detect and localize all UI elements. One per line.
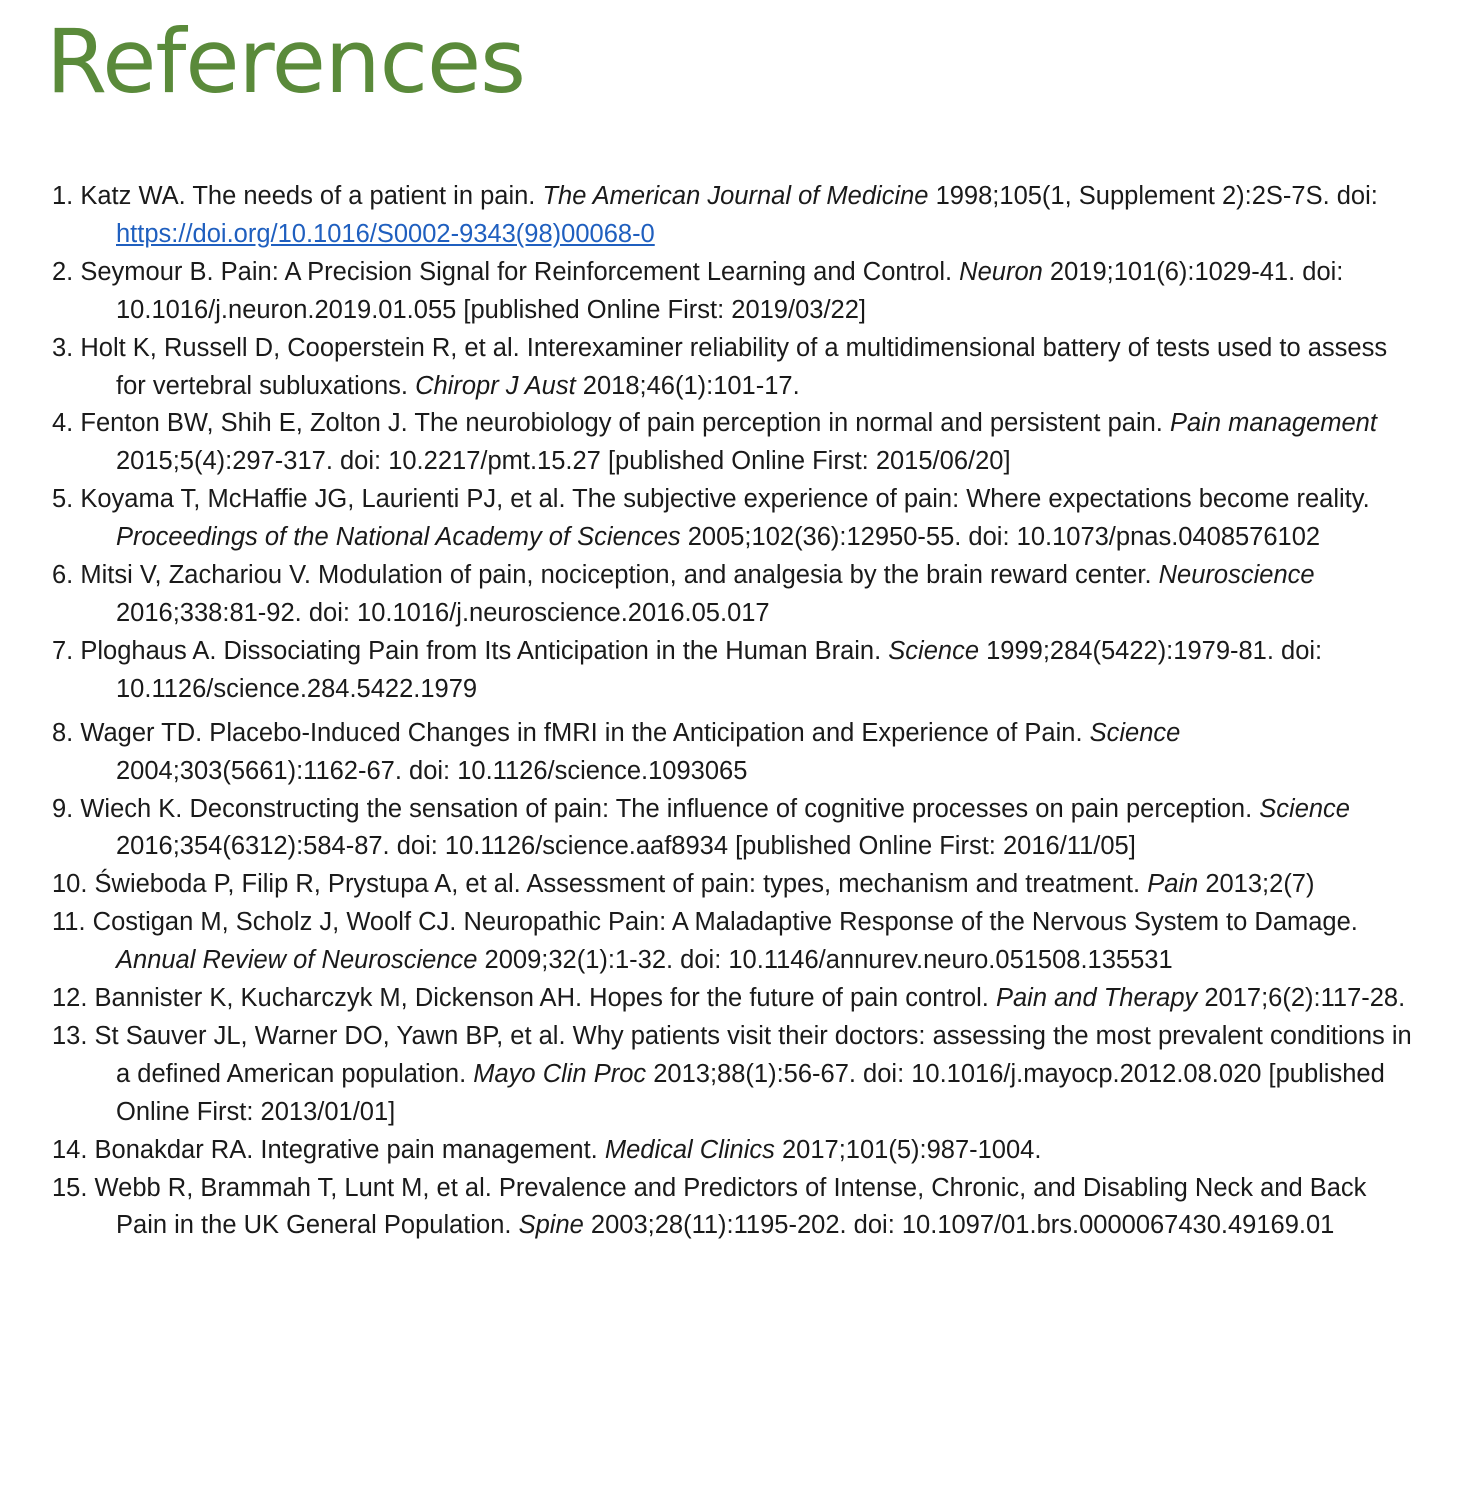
reference-journal: Spine (518, 1211, 584, 1240)
reference-text: Mitsi V, Zachariou V. Modulation of pain, nociception, and analgesia by the brain reward center. (73, 561, 1159, 590)
reference-item (52, 557, 1412, 633)
reference-list (52, 178, 1412, 1245)
reference-number: 13. (52, 1021, 88, 1050)
reference-details: 2017;101(5):987-1004. (774, 1135, 1042, 1164)
reference-number: 6. (52, 561, 74, 590)
reference-item (52, 1132, 1412, 1170)
reference-text: Świeboda P, Filip R, Prystupa A, et al. Assessment of pain: types, mechanism and treatment. (87, 870, 1148, 899)
reference-details: 2015;5(4):297-317. doi: 10.2217/pmt.15.27 [published Online First: 2015/06/20] (116, 447, 1011, 476)
reference-details: 2004;303(5661):1162-67. doi: 10.1126/science.1093065 (116, 756, 748, 785)
reference-journal: Proceedings of the National Academy of Sciences (116, 523, 681, 552)
reference-details: 1998;105(1, Supplement 2):2S-7S. doi: (928, 182, 1378, 210)
reference-number: 5. (52, 485, 74, 514)
reference-journal: Mayo Clin Proc (473, 1059, 647, 1088)
reference-text: Seymour B. Pain: A Precision Signal for Reinforcement Learning and Control. (73, 257, 960, 286)
reference-number: 8. (52, 718, 74, 747)
reference-details: 2018;46(1):101-17. (575, 371, 800, 400)
reference-details: 2017;6(2):117-28. (1197, 984, 1406, 1013)
reference-details: 2016;338:81-92. doi: 10.1016/j.neuroscience.2016.05.017 (116, 598, 770, 627)
reference-details: 2009;32(1):1-32. doi: 10.1146/annurev.neuro.051508.135531 (477, 946, 1173, 975)
reference-details: 2016;354(6312):584-87. doi: 10.1126/science.aaf8934 [published Online First: 2016/11/05] (116, 832, 1136, 861)
reference-journal: Medical Clinics (604, 1135, 775, 1164)
reference-number: 12. (52, 984, 88, 1013)
reference-journal: Annual Review of Neuroscience (116, 946, 478, 975)
reference-journal: Pain management (1169, 409, 1377, 438)
reference-number: 4. (52, 409, 74, 438)
reference-number: 2. (52, 257, 74, 286)
reference-number: 9. (52, 794, 74, 823)
reference-item (52, 715, 1412, 791)
reference-text: Katz WA. The needs of a patient in pain. (73, 182, 543, 210)
reference-details: 2013;2(7) (1198, 870, 1315, 899)
reference-number: 11. (52, 908, 86, 937)
reference-number: 15. (52, 1173, 88, 1202)
reference-journal: Pain and Therapy (995, 984, 1198, 1013)
reference-item (52, 980, 1412, 1018)
reference-item (52, 405, 1412, 481)
doi-link[interactable]: https://doi.org/10.1016/S0002-9343(98)00068-0 (116, 219, 655, 248)
reference-journal: Neuroscience (1158, 561, 1315, 590)
reference-text: Ploghaus A. Dissociating Pain from Its Anticipation in the Human Brain. (73, 636, 889, 665)
reference-text: Bannister K, Kucharczyk M, Dickenson AH. Hopes for the future of pain control. (87, 984, 996, 1013)
reference-details: 2003;28(11):1195-202. doi: 10.1097/01.brs.0000067430.49169.01 (583, 1211, 1335, 1240)
reference-text: Holt K, Russell D, Cooperstein R, et al. Interexaminer reliability of a multidimensional battery of tests used to assess for vertebral subluxations. (73, 333, 1388, 400)
reference-item (52, 904, 1412, 980)
reference-item (52, 1018, 1412, 1132)
reference-text: Wager TD. Placebo-Induced Changes in fMRI in the Anticipation and Experience of Pain. (73, 718, 1090, 747)
reference-item (52, 254, 1412, 330)
reference-journal: Science (888, 636, 980, 665)
reference-text: St Sauver JL, Warner DO, Yawn BP, et al. Why patients visit their doctors: assessing the most prevalent conditions in a defined American population. (87, 1021, 1412, 1088)
reference-details: 2019;101(6):1029-41. doi: 10.1016/j.neuron.2019.01.055 [published Online First: 2019/03/22] (116, 257, 1344, 324)
reference-text: Webb R, Brammah T, Lunt M, et al. Prevalence and Predictors of Intense, Chronic, and Disabling Neck and Back Pain in the UK General Population. (87, 1173, 1367, 1240)
reference-details: 1999;284(5422):1979-81. doi: 10.1126/science.284.5422.1979 (116, 636, 1323, 703)
reference-details: 2013;88(1):56-67. doi: 10.1016/j.mayocp.2012.08.020 [published Online First: 2013/01/01] (116, 1059, 1385, 1126)
reference-item (52, 1170, 1412, 1246)
reference-item (52, 866, 1412, 904)
reference-journal: Pain (1147, 870, 1199, 899)
reference-item (52, 178, 1412, 254)
page-title: References (46, 10, 525, 113)
reference-item (52, 481, 1412, 557)
reference-journal: The American Journal of Medicine (542, 182, 929, 210)
reference-journal: Science (1089, 718, 1181, 747)
reference-number: 10. (52, 870, 88, 899)
reference-item (52, 633, 1412, 709)
reference-item (52, 791, 1412, 867)
reference-number: 1. (52, 182, 74, 210)
reference-text: Koyama T, McHaffie JG, Laurienti PJ, et al. The subjective experience of pain: Where expectations become reality. (73, 485, 1370, 514)
reference-journal: Neuron (959, 257, 1043, 286)
reference-details: 2005;102(36):12950-55. doi: 10.1073/pnas.0408576102 (680, 523, 1321, 552)
reference-number: 7. (52, 636, 74, 665)
reference-journal: Science (1259, 794, 1350, 823)
reference-item (52, 330, 1412, 406)
reference-text: Fenton BW, Shih E, Zolton J. The neurobiology of pain perception in normal and persistent pain. (73, 409, 1170, 438)
reference-text: Bonakdar RA. Integrative pain management. (87, 1135, 605, 1164)
reference-text: Wiech K. Deconstructing the sensation of pain: The influence of cognitive processes on pain perception. (73, 794, 1260, 823)
reference-number: 3. (52, 333, 74, 362)
reference-text: Costigan M, Scholz J, Woolf CJ. Neuropathic Pain: A Maladaptive Response of the Nervous System to Damage. (85, 908, 1358, 937)
reference-journal: Chiropr J Aust (415, 371, 576, 400)
reference-number: 14. (52, 1135, 88, 1164)
